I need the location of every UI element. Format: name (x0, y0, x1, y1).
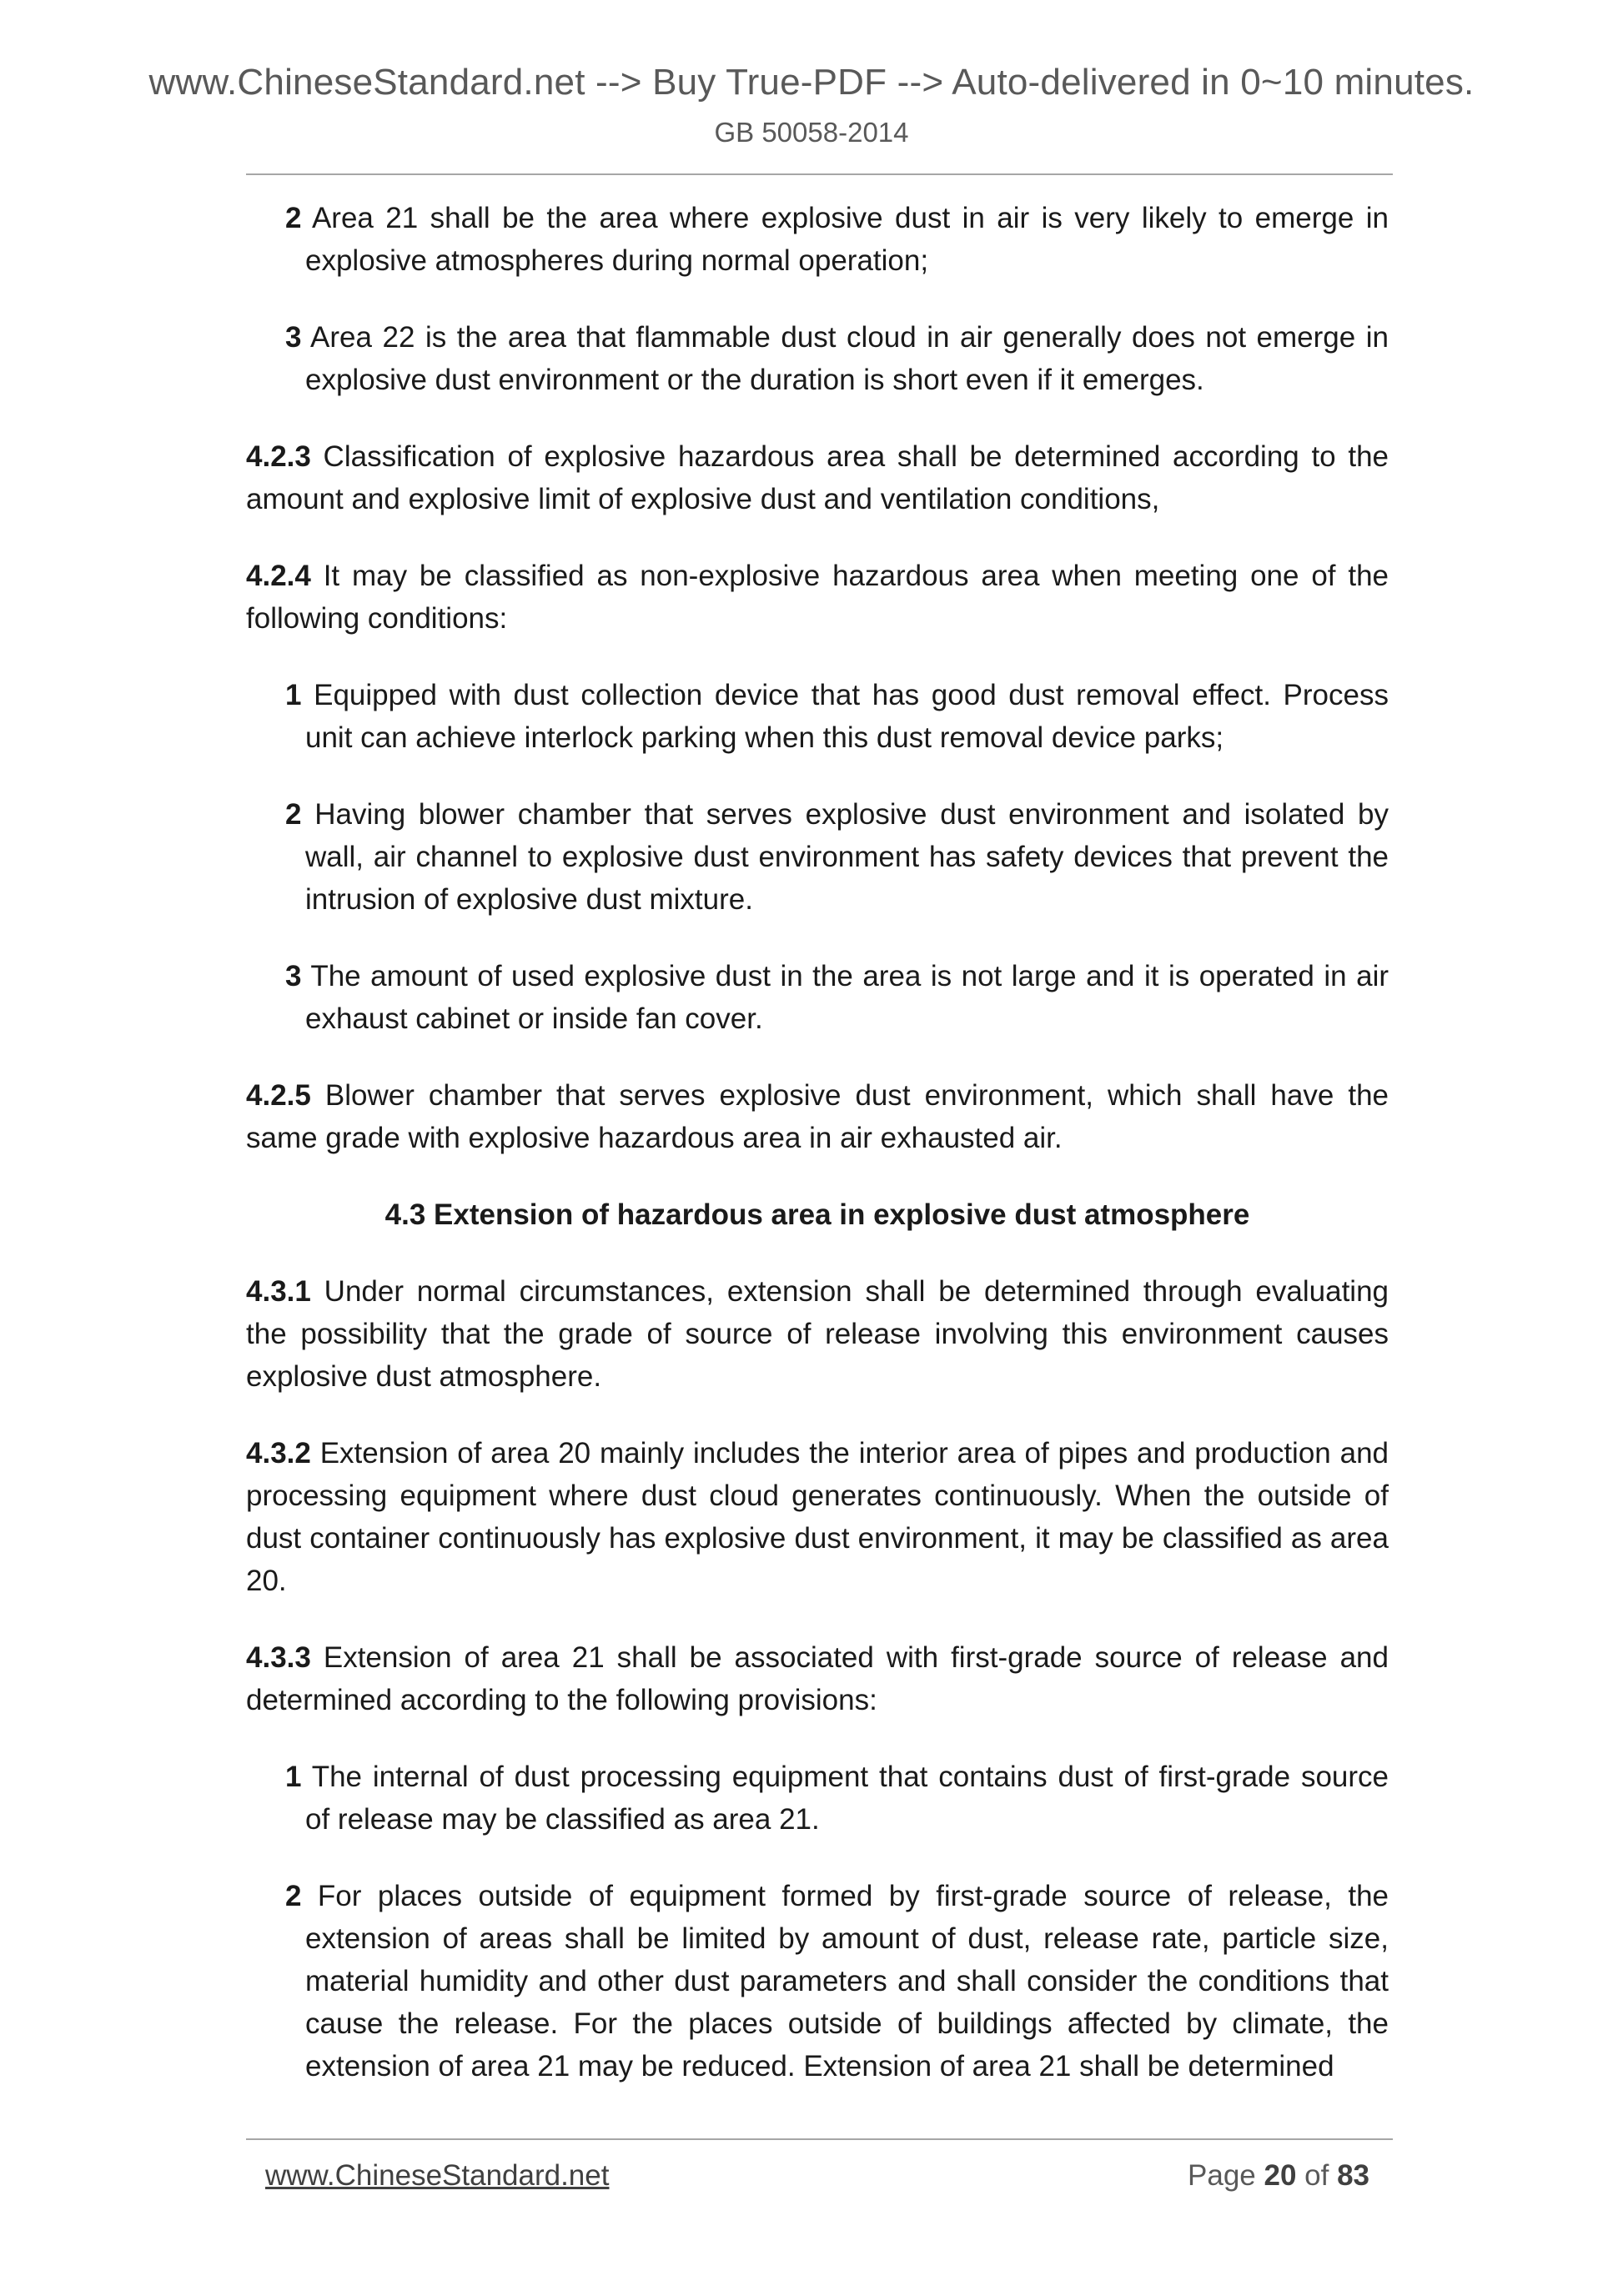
clause-text: The amount of used explosive dust in the area is not large and it is operated in air exhaust cabinet or inside fan cover. (301, 960, 1389, 1035)
clause-number: 4.3.1 (246, 1275, 311, 1308)
clause-number: 2 (285, 798, 302, 831)
clause-text: Having blower chamber that serves explosive dust environment and isolated by wall, air channel to explosive dust environment has safety devices that prevent the intrusion of explosive dust mixture. (301, 798, 1389, 916)
clause-item-2 (246, 793, 1389, 921)
clause-text: Extension of area 21 shall be associated with first-grade source of release and determined according to the following provisions: (246, 1641, 1389, 1716)
clause-item-2 (246, 1875, 1389, 2088)
clause-4-2-4 (246, 555, 1389, 640)
clause-text: It may be classified as non-explosive hazardous area when meeting one of the following conditions: (246, 560, 1389, 635)
header-divider (246, 173, 1393, 175)
clause-item-2 (246, 197, 1389, 282)
clause-text: Equipped with dust collection device that has good dust removal effect. Process unit can achieve interlock parking when this dust removal device parks; (301, 679, 1389, 754)
clause-4-3-2 (246, 1432, 1389, 1602)
clause-item-1 (246, 1756, 1389, 1841)
section-title: 4.3 Extension of hazardous area in explosive dust atmosphere (384, 1198, 1250, 1231)
standard-code: GB 50058-2014 (714, 117, 909, 148)
header-banner: www.ChineseStandard.net --> Buy True-PDF --> Auto-delivered in 0~10 minutes. (148, 62, 1475, 103)
clause-4-2-5 (246, 1074, 1389, 1159)
clause-text: Classification of explosive hazardous area shall be determined according to the amount and explosive limit of explosive dust and ventilation conditions, (246, 440, 1389, 515)
clause-item-3 (246, 955, 1389, 1040)
clause-text: For places outside of equipment formed by first-grade source of release, the extension of areas shall be limited by amount of dust, release rate, particle size, material humidity and other dust parameters and shall consider the conditions that cause the release. For the places outside of buildings affected by climate, the extension of area 21 may be reduced. Extension of area 21 shall be determined (301, 1880, 1389, 2082)
clause-number: 2 (285, 1880, 302, 1912)
clause-number: 3 (285, 960, 302, 992)
clause-text: Extension of area 20 mainly includes the interior area of pipes and production and processing equipment where dust cloud generates continuously. When the outside of dust container continuously has explosive dust environment, it may be classified as area 20. (246, 1437, 1389, 1597)
page-prefix: Page (1188, 2159, 1264, 2192)
page-current: 20 (1264, 2159, 1297, 2192)
page-total: 83 (1337, 2159, 1369, 2192)
clause-4-2-3 (246, 435, 1389, 520)
clause-text: Area 21 shall be the area where explosive dust in air is very likely to emerge in explosive atmospheres during normal operation; (301, 202, 1389, 277)
clause-text: Blower chamber that serves explosive dust environment, which shall have the same grade with explosive hazardous area in air exhausted air. (246, 1079, 1389, 1154)
clause-number: 4.3.2 (246, 1437, 311, 1470)
clause-number: 1 (285, 679, 302, 711)
clause-4-3-3 (246, 1636, 1389, 1721)
document-body (246, 197, 1389, 2122)
clause-number: 4.2.4 (246, 560, 311, 592)
clause-text: The internal of dust processing equipment that contains dust of first-grade source of release may be classified as area 21. (301, 1761, 1389, 1836)
clause-number: 4.3.3 (246, 1641, 311, 1674)
clause-number: 3 (285, 321, 302, 354)
clause-text: Under normal circumstances, extension shall be determined through evaluating the possibility that the grade of source of release involving this environment causes explosive dust atmosphere. (246, 1275, 1389, 1393)
clause-4-3-1 (246, 1270, 1389, 1398)
footer-site-link[interactable]: www.ChineseStandard.net (265, 2159, 610, 2192)
clause-number: 4.2.3 (246, 440, 311, 473)
page-indicator (1188, 2159, 1369, 2193)
clause-text: Area 22 is the area that flammable dust cloud in air generally does not emerge in explosive dust environment or the duration is short even if it emerges. (301, 321, 1389, 396)
clause-number: 4.2.5 (246, 1079, 311, 1112)
clause-item-1 (246, 674, 1389, 759)
clause-number: 1 (285, 1761, 302, 1793)
clause-number: 2 (285, 202, 302, 234)
footer-divider (246, 2138, 1393, 2140)
clause-item-3 (246, 316, 1389, 401)
page-of: of (1296, 2159, 1338, 2192)
